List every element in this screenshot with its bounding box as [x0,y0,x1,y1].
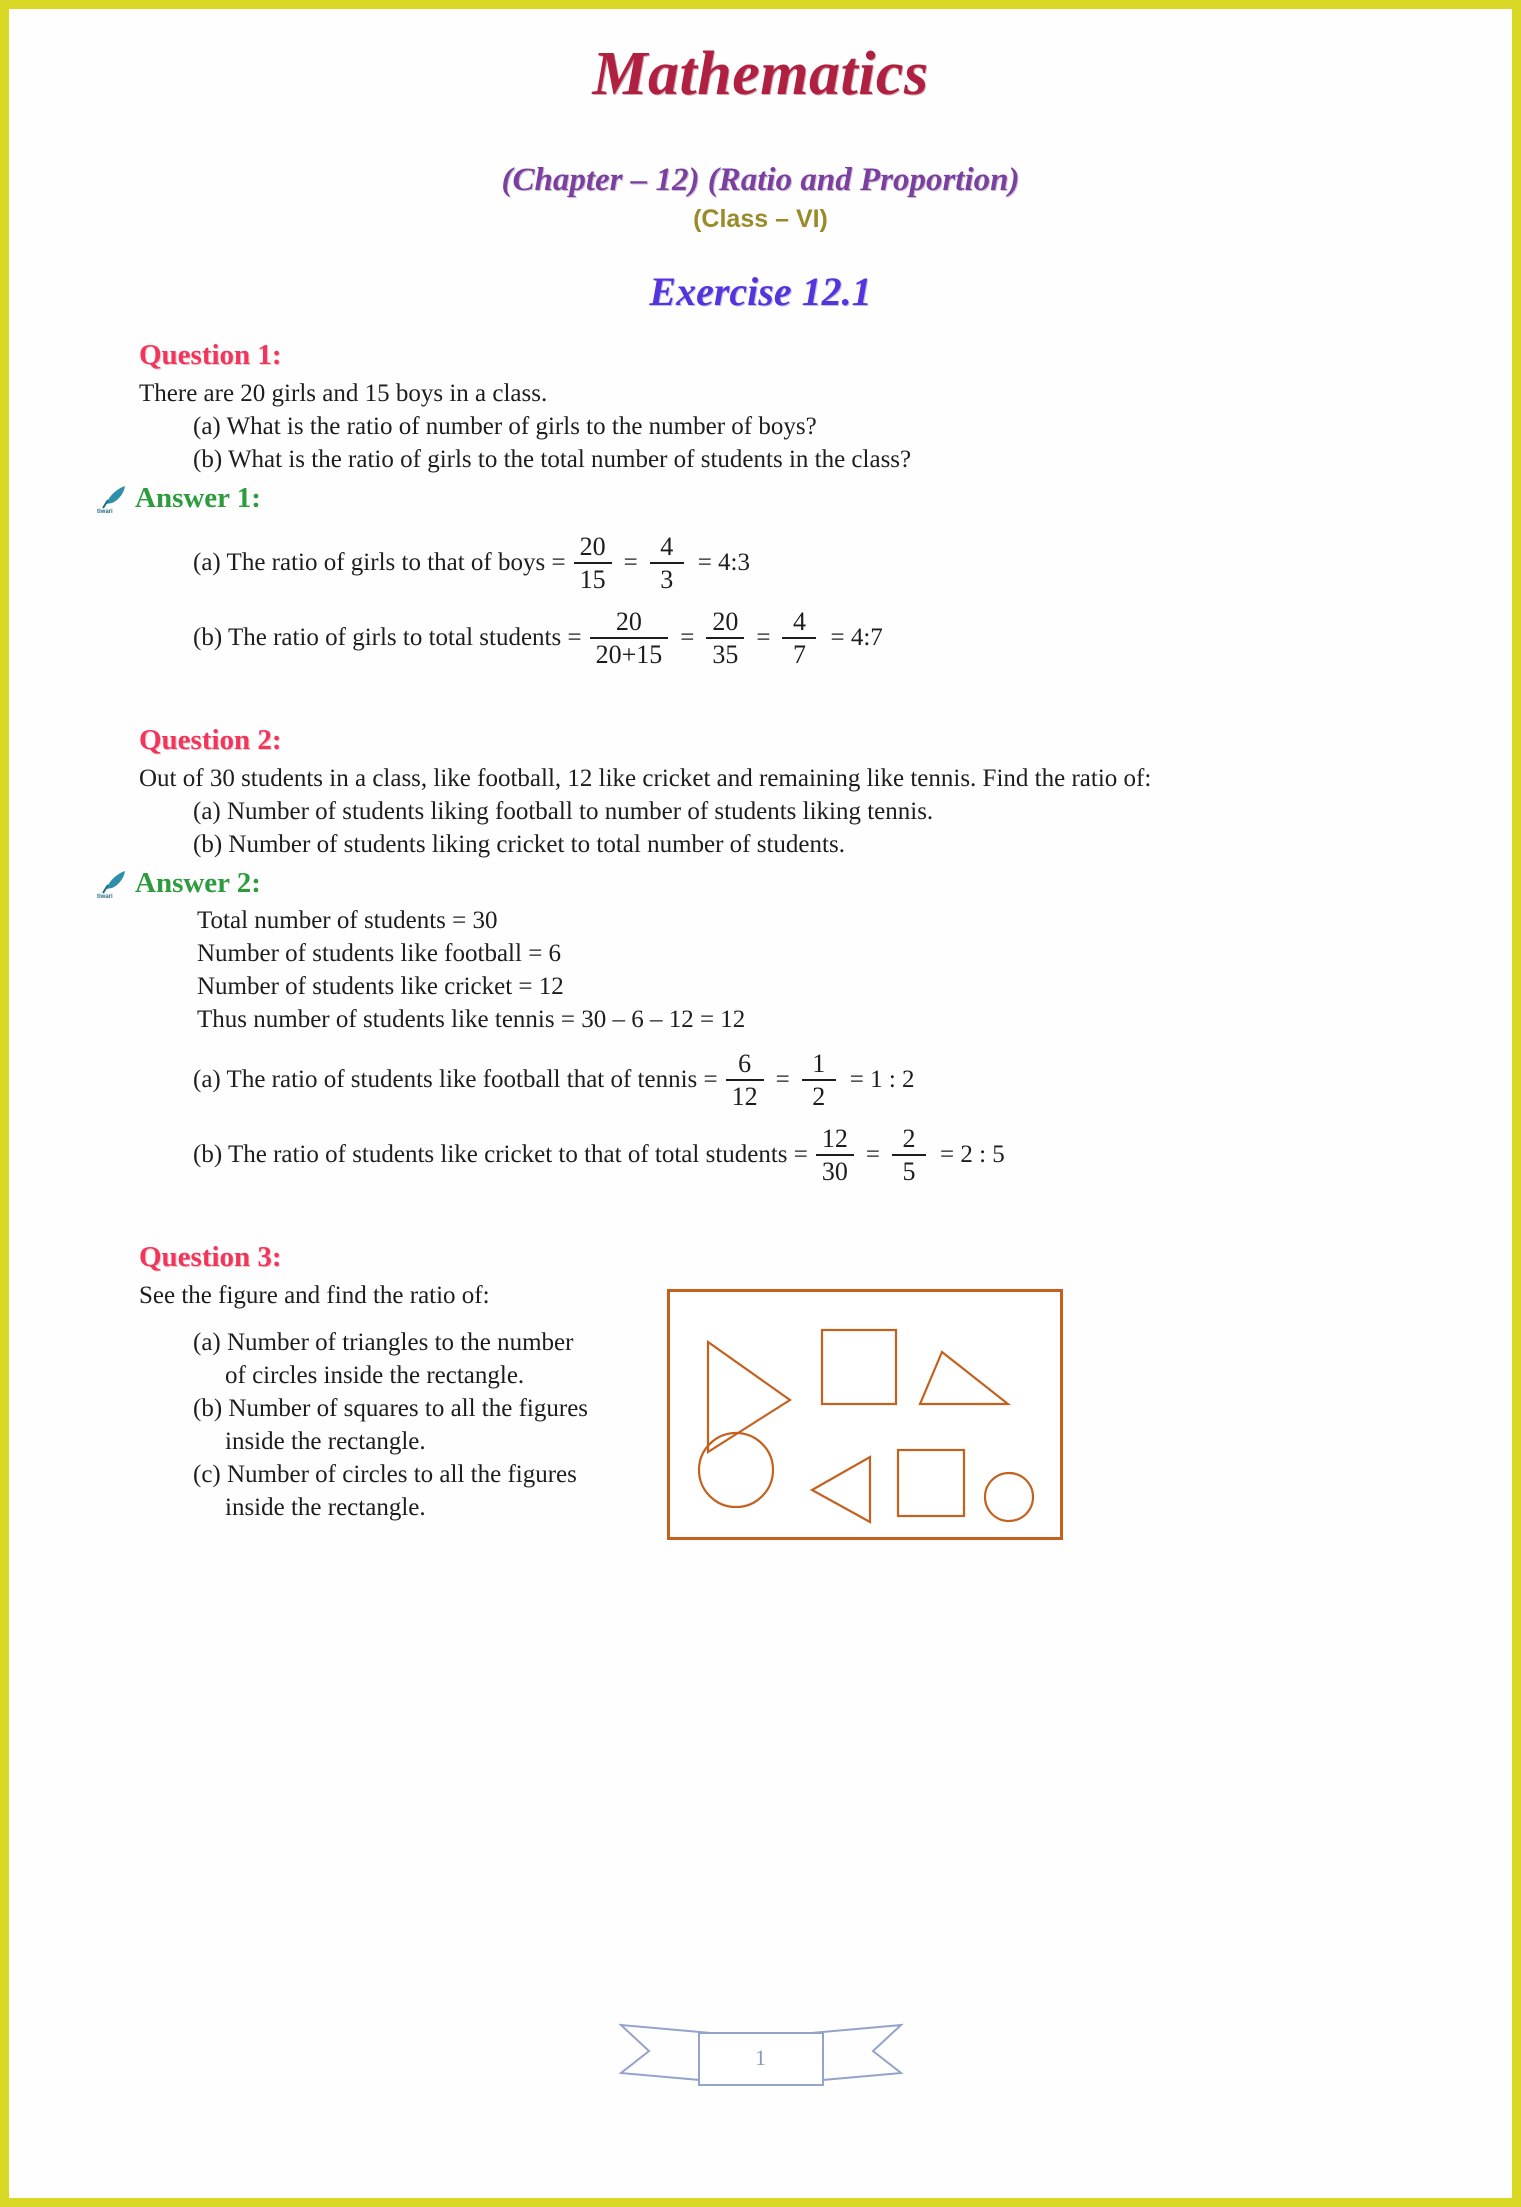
page-footer [9,2003,1512,2098]
class-subtitle: (Class – VI) [693,205,828,233]
fraction-bar [802,1079,836,1081]
answer-2-equation-a-result: = 1 : 2 [849,1066,915,1094]
numerator: 4 [660,532,674,561]
question-block-3 [139,1241,1464,1540]
numerator: 20 [712,606,739,636]
answer-2-equation-a [193,1050,1464,1111]
answer-1-heading-row [95,482,1464,515]
fraction-bar [650,562,684,564]
question-1-intro: There are 20 girls and 15 boys in a class. [139,380,548,407]
numerator: 20 [615,606,642,636]
denominator: 2 [812,1082,826,1112]
fraction-1-over-2 [802,1050,836,1111]
answer-1-equation-a [193,533,1464,594]
question-2-part-b: (b) Number of students liking cricket to total number of students. [193,831,845,859]
page-number: 1 [755,2045,766,2070]
fraction-bar [590,637,669,639]
fraction-bar [816,1154,854,1156]
answer-1-equation-a-lead: (a) The ratio of girls to that of boys = [193,549,566,577]
answer-2-line-4: Thus number of students like tennis = 30 – 6 – 12 = 12 [197,1006,746,1034]
question-2-intro: Out of 30 students in a class, like football, 12 like cricket and remaining like tennis. Find the ratio of: [139,765,1152,793]
numerator: 1 [812,1049,826,1079]
denominator: 30 [821,1157,848,1187]
question-3-part-c-line2: inside the rectangle. [225,1494,426,1522]
equals-sign: = [756,623,771,651]
question-1-part-a: (a) What is the ratio of number of girls to the number of boys? [193,413,817,440]
answer-2-equation-b-lead: (b) The ratio of students like cricket to that of total students = [193,1141,808,1169]
square-bottom [898,1450,964,1516]
quill-icon [95,869,129,899]
answer-1-equation-b-result: = 4:7 [830,623,883,651]
equals-sign: = [623,549,638,577]
answer-2-equation-a-lead: (a) The ratio of students like football that of tennis = [193,1066,718,1094]
fraction-4-over-3 [650,533,684,594]
quill-icon [95,484,129,514]
equals-sign: = [680,623,695,651]
fraction-bar [574,562,612,564]
document-content [9,339,1512,1540]
question-3-figure-column [667,1279,1063,1540]
fraction-12-over-30 [816,1125,854,1186]
question-3-intro: See the figure and find the ratio of: [139,1282,490,1310]
question-3-part-a-line2: of circles inside the rectangle. [225,1362,525,1390]
shapes-figure [667,1289,1063,1540]
question-3-text-column [139,1279,659,1524]
question-3-part-b-line2: inside the rectangle. [225,1428,426,1456]
answer-1-equation-b-lead: (b) The ratio of girls to total students = [193,623,582,651]
square-top [822,1330,896,1404]
circle-large [699,1433,773,1507]
denominator: 5 [902,1157,916,1187]
denominator: 12 [731,1082,758,1112]
answer-2-line-3: Number of students like cricket = 12 [197,973,564,1001]
numerator: 6 [738,1049,752,1079]
equals-sign: = [865,1141,880,1169]
page-number-ribbon [611,2003,911,2098]
fraction-20-over-15 [574,533,612,594]
answer-2-line-2: Number of students like football = 6 [197,940,562,968]
answer-1-heading: Answer 1: [135,482,261,514]
denominator: 7 [792,639,806,669]
fraction-bar [782,637,816,639]
chapter-subtitle: (Chapter – 12) (Ratio and Proportion) [501,162,1020,198]
question-1-heading: Question 1: [139,339,282,371]
exercise-title: Exercise 12.1 [649,269,872,314]
question-3-part-b-line1: (b) Number of squares to all the figures [193,1395,589,1423]
answer-1-equation-a-result: = 4:3 [697,549,750,577]
denominator: 15 [579,565,606,595]
fraction-4-over-7 [782,608,816,669]
answer-2-line-1: Total number of students = 30 [197,907,498,935]
fraction-bar [892,1154,926,1156]
fraction-bar [706,637,744,639]
numerator: 12 [821,1123,848,1153]
numerator: 20 [579,532,606,561]
triangle-scalene [920,1352,1008,1404]
equals-sign: = [775,1066,790,1094]
question-block-1 [97,339,1464,669]
svg-text:tiwari: tiwari [97,893,113,899]
question-3-part-c-line1: (c) Number of circles to all the figures [193,1461,577,1489]
page-inner [9,9,1512,2198]
question-2-heading: Question 2: [139,724,282,757]
fraction-6-over-12 [726,1050,764,1111]
answer-2-heading-row [95,867,1464,900]
circle-small [985,1473,1033,1521]
numerator: 4 [792,606,806,636]
answer-1-equation-b [193,608,1464,669]
question-3-part-a-line1: (a) Number of triangles to the number [193,1329,574,1357]
fraction-20-over-20plus15 [590,608,669,669]
question-3-heading: Question 3: [139,1241,282,1274]
answer-2-equation-b-result: = 2 : 5 [940,1141,1005,1169]
numerator: 2 [902,1123,916,1153]
question-2-part-a: (a) Number of students liking football to number of students liking tennis. [193,798,934,826]
svg-text:tiwari: tiwari [97,508,113,514]
fraction-20-over-35 [706,608,744,669]
answer-2-heading: Answer 2: [135,867,261,900]
page-title: Mathematics [592,40,929,108]
question-1-part-b: (b) What is the ratio of girls to the total number of students in the class? [193,446,912,473]
answer-2-equation-b [193,1125,1464,1186]
question-block-2 [97,724,1464,1187]
denominator: 20+15 [595,639,663,669]
denominator: 35 [712,639,739,669]
fraction-2-over-5 [892,1125,926,1186]
fraction-bar [726,1079,764,1081]
triangle-left [812,1457,870,1522]
denominator: 3 [660,565,674,595]
